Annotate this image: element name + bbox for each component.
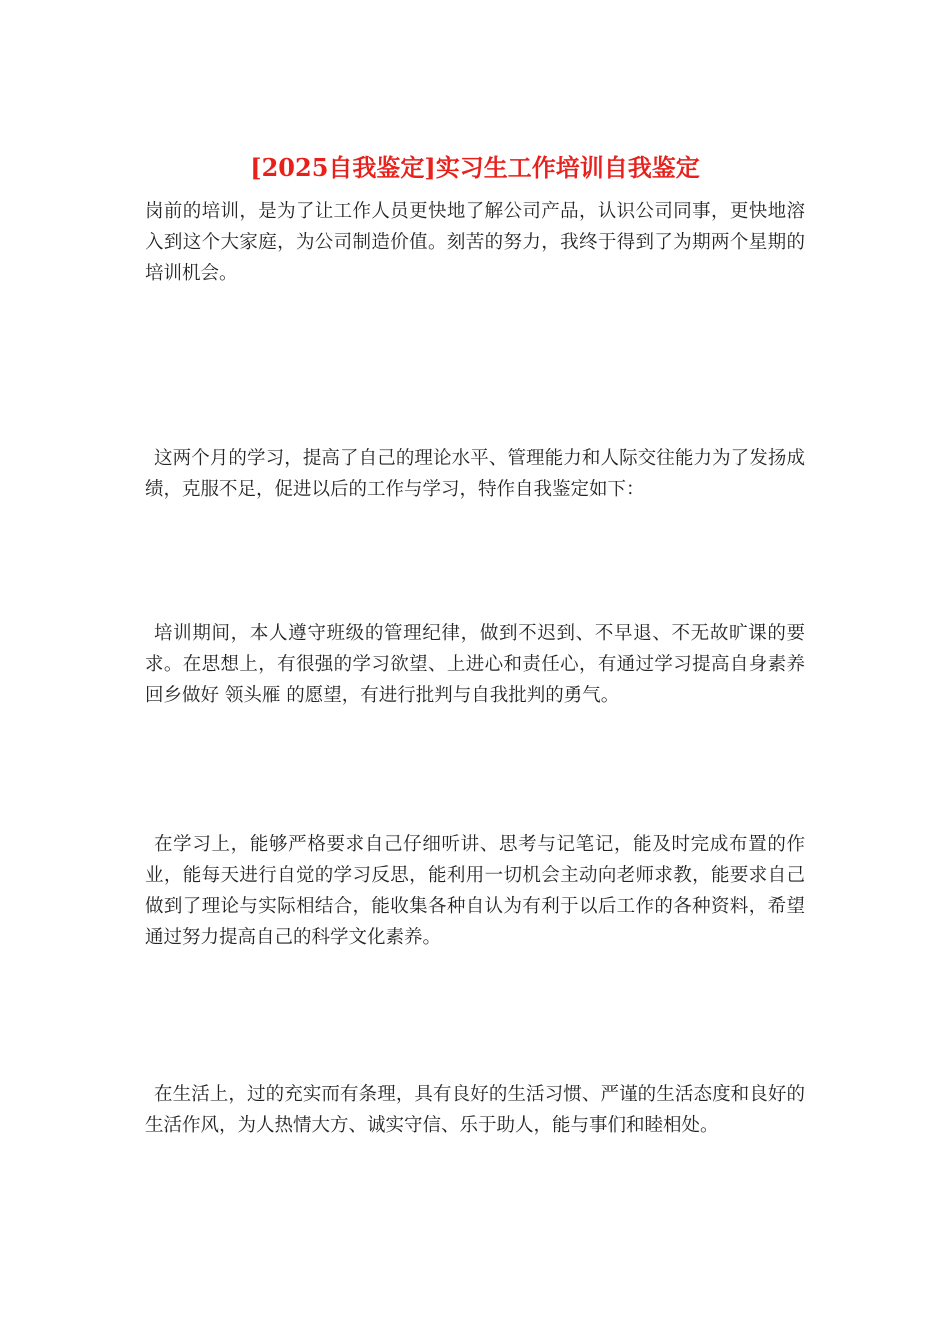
paragraph-5: 在生活上，过的充实而有条理，具有良好的生活习惯、严谨的生活态度和良好的生活作风，为人热情大方、诚实守信、乐于助人，能与事们和睦相处。 [145, 1084, 805, 1136]
paragraph-1: 岗前的培训，是为了让工作人员更快地了解公司产品，认识公司同事，更快地溶入到这个大家庭，为公司制造价值。刻苦的努力，我终于得到了为期两个星期的培训机会。 [145, 201, 805, 284]
paragraph-3: 培训期间，本人遵守班级的管理纪律，做到不迟到、不早退、不无故旷课的要求。在思想上，有很强的学习欲望、上进心和责任心，有通过学习提高自身素养回乡做好 领头雁 的愿望，有进行批判与自我批判的勇气。 [145, 623, 805, 706]
document-title: [2025自我鉴定]实习生工作培训自我鉴定 [250, 153, 700, 182]
paragraph-2: 这两个月的学习，提高了自己的理论水平、管理能力和人际交往能力为了发扬成绩，克服不足，促进以后的工作与学习，特作自我鉴定如下： [145, 448, 805, 500]
paragraph-4: 在学习上，能够严格要求自己仔细听讲、思考与记笔记，能及时完成布置的作业，能每天进行自觉的学习反思，能利用一切机会主动向老师求教，能要求自己做到了理论与实际相结合，能收集各种自认为有利于以后工作的各种资料，希望通过努力提高自己的科学文化素养。 [145, 834, 805, 948]
